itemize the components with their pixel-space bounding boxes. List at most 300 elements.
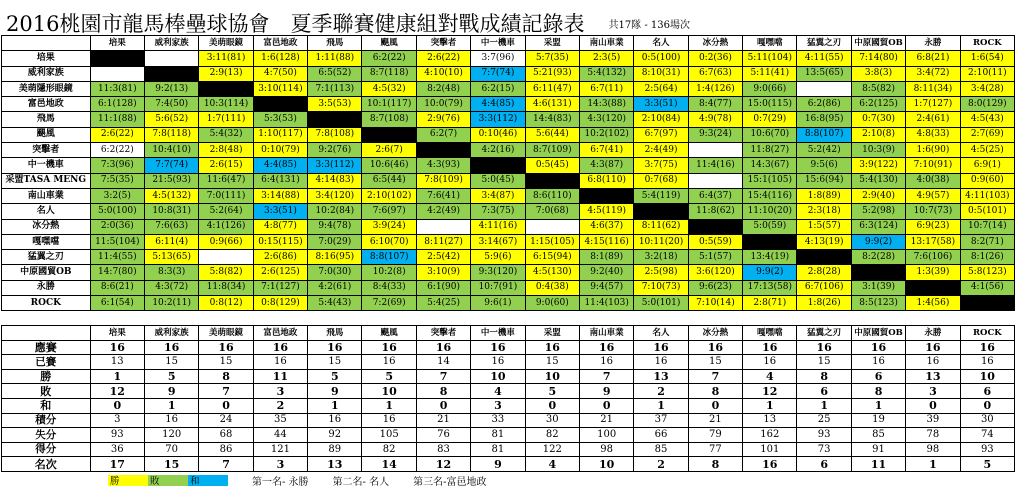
score-cell: 2:6(22): [90, 127, 144, 142]
score-cell: 8:7(109): [525, 143, 579, 158]
stats-cell: 120: [144, 428, 198, 443]
stats-cell: 1: [362, 398, 416, 413]
stats-cell: 12: [743, 384, 797, 399]
stats-cell: 21: [416, 413, 470, 428]
score-cell: 3:9(122): [851, 158, 905, 173]
stats-cell: 16: [634, 340, 688, 355]
stats-cell: 162: [743, 428, 797, 443]
legend-draw: 和: [188, 475, 228, 486]
score-cell: 10:0(79): [416, 97, 470, 112]
score-cell: 14:3(67): [743, 158, 797, 173]
score-cell: 0:4(38): [525, 280, 579, 295]
stats-cell: 6: [960, 384, 1014, 399]
score-cell: [416, 143, 470, 158]
score-cell: 1:15(105): [525, 234, 579, 249]
score-cell: 2:3(18): [797, 204, 851, 219]
score-cell: 0:9(66): [199, 234, 253, 249]
score-cell: 5:11(41): [743, 66, 797, 81]
score-cell: 5:4(130): [851, 173, 905, 188]
score-cell: 7:1(127): [253, 280, 307, 295]
matrix-row: [2, 204, 1015, 219]
row-label: 美萌隱形眼鏡: [2, 81, 91, 96]
score-cell: 4:4(85): [471, 97, 525, 112]
stats-cell: 8: [416, 384, 470, 399]
column-header: 飛馬: [308, 36, 362, 51]
score-cell: 11:5(104): [90, 234, 144, 249]
score-cell: 3:5(53): [308, 97, 362, 112]
column-header: 培果: [90, 36, 144, 51]
score-cell: 3:2(5): [90, 188, 144, 203]
stats-cell: 3: [906, 384, 960, 399]
score-cell: 8:0(129): [960, 97, 1014, 112]
score-cell: [797, 81, 851, 96]
legend: [108, 473, 487, 487]
row-label: ROCK: [2, 296, 91, 311]
stats-cell: 0: [960, 398, 1014, 413]
score-cell: 10:8(31): [144, 204, 198, 219]
score-cell: 3:3(112): [308, 158, 362, 173]
column-header: 突擊者: [416, 326, 470, 341]
column-header: 中原國貿OB: [851, 36, 905, 51]
column-header: 南山車業: [579, 326, 633, 341]
stats-cell: 85: [851, 428, 905, 443]
score-cell: 2:10(8): [851, 127, 905, 142]
score-cell: [906, 280, 960, 295]
score-cell: 5:3(53): [253, 112, 307, 127]
stats-cell: 5: [525, 384, 579, 399]
score-cell: 0:7(30): [851, 112, 905, 127]
stats-cell: 8: [797, 369, 851, 384]
score-cell: [743, 234, 797, 249]
stats-cell: 15: [308, 355, 362, 370]
score-cell: 9:2(13): [144, 81, 198, 96]
score-cell: 9:6(23): [688, 280, 742, 295]
stats-cell: 37: [634, 413, 688, 428]
column-header: 猛翼之刃: [797, 36, 851, 51]
stats-cell: 2: [634, 384, 688, 399]
stats-cell: 11: [851, 457, 905, 472]
score-cell: 9:3(120): [471, 265, 525, 280]
score-cell: 4:5(25): [960, 143, 1014, 158]
score-cell: 1:4(126): [688, 81, 742, 96]
stats-cell: 9: [579, 384, 633, 399]
score-cell: 4:8(33): [906, 127, 960, 142]
stats-cell: 15: [797, 355, 851, 370]
row-label: 威利家族: [2, 66, 91, 81]
score-cell: 3:8(3): [851, 66, 905, 81]
score-cell: 4:13(19): [797, 234, 851, 249]
ranking-first: 第一名- 永勝: [252, 476, 309, 488]
score-cell: 15:4(116): [743, 188, 797, 203]
score-cell: 5:8(123): [960, 265, 1014, 280]
stats-cell: 16: [743, 355, 797, 370]
column-header: 中一機車: [471, 326, 525, 341]
score-cell: 4:0(38): [906, 173, 960, 188]
score-cell: [199, 250, 253, 265]
stats-row: [2, 457, 1015, 472]
score-cell: 6:8(21): [906, 51, 960, 66]
stats-row: [2, 355, 1015, 370]
score-cell: 0:15(115): [253, 234, 307, 249]
score-cell: 6:7(11): [579, 81, 633, 96]
row-label: 冰分熱: [2, 219, 91, 234]
score-cell: 3:4(28): [960, 81, 1014, 96]
stats-cell: 13: [634, 369, 688, 384]
score-cell: 3:2(18): [634, 250, 688, 265]
score-cell: 6:2(125): [851, 97, 905, 112]
matrix-row: [2, 81, 1015, 96]
score-cell: [471, 158, 525, 173]
stats-cell: 73: [797, 442, 851, 457]
score-cell: [362, 127, 416, 142]
page-subtitle: 共17隊 - 136場次: [608, 19, 691, 31]
stats-cell: 15: [525, 355, 579, 370]
stats-cell: 9: [308, 384, 362, 399]
score-cell: 3:10(9): [416, 265, 470, 280]
score-cell: 2:0(36): [90, 219, 144, 234]
column-header: 威利家族: [144, 326, 198, 341]
matrix-row: [2, 97, 1015, 112]
score-cell: 6:3(124): [851, 219, 905, 234]
column-header: 冰分熱: [688, 36, 742, 51]
score-cell: 4:3(87): [579, 158, 633, 173]
row-label: 中原國貿OB: [2, 265, 91, 280]
column-header: 永勝: [906, 36, 960, 51]
row-label: 培果: [2, 51, 91, 66]
stats-cell: 1: [797, 398, 851, 413]
score-cell: 0:5(100): [634, 51, 688, 66]
score-cell: 7:5(35): [90, 173, 144, 188]
score-cell: 13:4(19): [743, 250, 797, 265]
score-cell: 10:2(84): [308, 204, 362, 219]
score-cell: 5:4(32): [199, 127, 253, 142]
score-cell: 16:8(95): [797, 112, 851, 127]
score-cell: 3:14(88): [253, 188, 307, 203]
score-cell: 2:10(11): [960, 66, 1014, 81]
row-label: 名人: [2, 204, 91, 219]
score-cell: 6:4(37): [688, 188, 742, 203]
stats-cell: 0: [90, 398, 144, 413]
stats-label: 名次: [2, 457, 91, 472]
score-cell: 6:1(90): [416, 280, 470, 295]
score-cell: 6:11(47): [525, 81, 579, 96]
score-cell: 7:8(109): [416, 173, 470, 188]
score-cell: 4:10(10): [416, 66, 470, 81]
stats-cell: 16: [253, 340, 307, 355]
column-header: 嘎嘿噹: [743, 326, 797, 341]
score-cell: 11:4(103): [579, 296, 633, 311]
score-cell: 2:6(125): [253, 265, 307, 280]
score-cell: 3:4(72): [906, 66, 960, 81]
column-header: 中原國貿OB: [851, 326, 905, 341]
stats-cell: 70: [144, 442, 198, 457]
matrix-row: [2, 158, 1015, 173]
stats-row: [2, 413, 1015, 428]
score-cell: 9:2(76): [308, 143, 362, 158]
stats-cell: 13: [90, 355, 144, 370]
score-cell: 5:0(59): [743, 219, 797, 234]
stats-cell: 0: [688, 398, 742, 413]
header-row: [2, 326, 1015, 341]
score-cell: 3:4(87): [471, 188, 525, 203]
stats-cell: 11: [253, 369, 307, 384]
row-label: 永勝: [2, 280, 91, 295]
title-bar: [0, 8, 690, 38]
score-cell: [90, 66, 144, 81]
matrix-row: [2, 173, 1015, 188]
score-cell: 2:6(86): [253, 250, 307, 265]
score-cell: 6:2(86): [797, 97, 851, 112]
stats-row: [2, 428, 1015, 443]
score-cell: 0:7(29): [743, 112, 797, 127]
score-cell: 7:6(41): [416, 188, 470, 203]
score-cell: 5:11(104): [743, 51, 797, 66]
score-cell: 4:3(93): [416, 158, 470, 173]
score-cell: 8:10(31): [634, 66, 688, 81]
stats-cell: 82: [525, 428, 579, 443]
score-cell: 1:7(127): [906, 97, 960, 112]
stats-cell: 24: [199, 413, 253, 428]
score-cell: 8:4(77): [688, 97, 742, 112]
matrix-row: [2, 234, 1015, 249]
score-cell: 5:0(45): [471, 173, 525, 188]
row-label: 嘎嘿噹: [2, 234, 91, 249]
score-cell: 7:0(68): [525, 204, 579, 219]
column-header: 永勝: [906, 326, 960, 341]
stats-cell: 0: [906, 398, 960, 413]
stats-cell: 8: [851, 384, 905, 399]
stats-cell: 16: [634, 355, 688, 370]
score-cell: 2:6(15): [199, 158, 253, 173]
score-cell: [199, 81, 253, 96]
stats-cell: 16: [308, 340, 362, 355]
column-header: 威利家族: [144, 36, 198, 51]
stats-cell: 10: [471, 369, 525, 384]
stats-cell: 16: [471, 340, 525, 355]
column-header: 培果: [90, 326, 144, 341]
score-cell: 4:2(61): [308, 280, 362, 295]
score-cell: 4:9(57): [906, 188, 960, 203]
stats-cell: 0: [416, 398, 470, 413]
stats-cell: 39: [906, 413, 960, 428]
column-header: 嘎嘿噹: [743, 36, 797, 51]
score-cell: 8:5(123): [851, 296, 905, 311]
column-header: 美萌眼鏡: [199, 36, 253, 51]
stats-cell: 122: [525, 442, 579, 457]
score-cell: 8:5(82): [851, 81, 905, 96]
matrix-row: [2, 265, 1015, 280]
score-cell: 0:8(129): [253, 296, 307, 311]
score-cell: 7:7(74): [471, 66, 525, 81]
score-cell: 4:11(103): [960, 188, 1014, 203]
stats-cell: 14: [362, 457, 416, 472]
stats-cell: 98: [906, 442, 960, 457]
score-cell: 2:10(84): [634, 112, 688, 127]
matrix-row: [2, 280, 1015, 295]
stats-cell: 3: [253, 457, 307, 472]
score-cell: 3:3(51): [253, 204, 307, 219]
stats-cell: 1: [634, 398, 688, 413]
matrix-row: [2, 127, 1015, 142]
score-cell: 5:0(100): [90, 204, 144, 219]
stats-cell: 98: [579, 442, 633, 457]
score-cell: 0:8(12): [199, 296, 253, 311]
score-cell: 10:7(91): [471, 280, 525, 295]
matrix-row: [2, 66, 1015, 81]
stats-cell: 81: [471, 428, 525, 443]
stats-cell: 8: [688, 384, 742, 399]
stats-cell: 15: [199, 355, 253, 370]
stats-cell: 77: [688, 442, 742, 457]
score-cell: 7:0(111): [199, 188, 253, 203]
score-cell: 1:7(111): [199, 112, 253, 127]
score-cell: 9:0(66): [743, 81, 797, 96]
stats-cell: 1: [906, 457, 960, 472]
score-cell: 5:4(119): [634, 188, 688, 203]
score-cell: 2:9(40): [851, 188, 905, 203]
stats-label: 已賽: [2, 355, 91, 370]
stats-cell: 66: [634, 428, 688, 443]
score-cell: 2:6(22): [416, 51, 470, 66]
column-header: 颶風: [362, 36, 416, 51]
score-cell: 5:4(43): [308, 296, 362, 311]
score-cell: [308, 112, 362, 127]
stats-cell: 86: [199, 442, 253, 457]
stats-cell: 12: [416, 457, 470, 472]
column-header: 突擊者: [416, 36, 470, 51]
score-cell: 7:4(50): [144, 97, 198, 112]
stats-row: [2, 384, 1015, 399]
score-cell: 8:11(27): [416, 234, 470, 249]
score-cell: [525, 219, 579, 234]
score-cell: 0:10(46): [471, 127, 525, 142]
score-cell: 8:7(108): [362, 112, 416, 127]
stats-cell: 4: [743, 369, 797, 384]
stats-cell: 16: [199, 340, 253, 355]
score-cell: 3:11(81): [199, 51, 253, 66]
column-header: 中一機車: [471, 36, 525, 51]
row-label: 富邑地政: [2, 97, 91, 112]
score-cell: 2:8(71): [743, 296, 797, 311]
score-cell: 2:4(49): [634, 143, 688, 158]
stats-label: 失分: [2, 428, 91, 443]
score-cell: [579, 188, 633, 203]
stats-cell: 30: [960, 413, 1014, 428]
stats-cell: 14: [416, 355, 470, 370]
score-cell: 6:11(4): [144, 234, 198, 249]
matrix-row: [2, 51, 1015, 66]
score-cell: [960, 296, 1014, 311]
score-cell: 11:6(47): [199, 173, 253, 188]
stats-cell: 16: [688, 340, 742, 355]
score-cell: 5:21(93): [525, 66, 579, 81]
stats-cell: 1: [144, 398, 198, 413]
score-cell: 11:10(20): [743, 204, 797, 219]
stats-cell: 7: [416, 369, 470, 384]
stats-cell: 93: [960, 442, 1014, 457]
score-cell: 4:5(119): [579, 204, 633, 219]
score-cell: 11:1(88): [90, 112, 144, 127]
stats-cell: 16: [579, 340, 633, 355]
score-cell: 7:6(97): [362, 204, 416, 219]
stats-cell: 83: [416, 442, 470, 457]
stats-cell: 3: [253, 384, 307, 399]
score-cell: [253, 97, 307, 112]
score-cell: 9:9(2): [851, 234, 905, 249]
matrix-row: [2, 250, 1015, 265]
score-cell: 6:2(15): [471, 81, 525, 96]
score-cell: 9:4(57): [579, 280, 633, 295]
stats-cell: 1: [308, 398, 362, 413]
column-header: 名人: [634, 326, 688, 341]
stats-cell: 30: [525, 413, 579, 428]
stats-cell: 15: [144, 355, 198, 370]
stats-cell: 16: [743, 457, 797, 472]
score-cell: 8:8(107): [362, 250, 416, 265]
score-cell: 10:3(114): [199, 97, 253, 112]
stats-cell: 13: [906, 369, 960, 384]
score-cell: 7:3(75): [471, 204, 525, 219]
score-cell: 6:9(23): [906, 219, 960, 234]
stats-cell: 1: [90, 369, 144, 384]
stats-cell: 5: [144, 369, 198, 384]
score-cell: 14:3(88): [579, 97, 633, 112]
score-cell: 5:2(42): [797, 143, 851, 158]
score-cell: 5:13(65): [144, 250, 198, 265]
score-cell: [144, 66, 198, 81]
score-cell: 4:15(116): [579, 234, 633, 249]
score-cell: 5:9(6): [471, 250, 525, 265]
score-cell: 2:5(42): [416, 250, 470, 265]
score-cell: 10:2(8): [362, 265, 416, 280]
score-cell: 7:7(74): [144, 158, 198, 173]
score-cell: 1:6(90): [906, 143, 960, 158]
score-cell: 3:3(112): [471, 112, 525, 127]
score-cell: 10:11(20): [634, 234, 688, 249]
score-cell: 4:7(50): [253, 66, 307, 81]
row-label: 颶風: [2, 127, 91, 142]
stats-cell: 6: [797, 457, 851, 472]
score-cell: [797, 250, 851, 265]
stats-cell: 9: [471, 457, 525, 472]
score-cell: 7:3(96): [90, 158, 144, 173]
score-cell: 3:14(67): [471, 234, 525, 249]
header-row: [2, 36, 1015, 51]
stats-cell: 16: [851, 355, 905, 370]
stats-cell: 12: [90, 384, 144, 399]
score-cell: 11:4(16): [688, 158, 742, 173]
score-cell: 1:8(26): [797, 296, 851, 311]
page-title: 2016桃園市龍馬棒壘球協會 夏季聯賽健康組對戰成績記錄表: [6, 12, 585, 36]
stats-cell: 3: [90, 413, 144, 428]
score-cell: 5:7(35): [525, 51, 579, 66]
score-cell: 4:4(85): [253, 158, 307, 173]
score-cell: 4:9(78): [688, 112, 742, 127]
score-cell: 6:2(7): [416, 127, 470, 142]
row-label: 南山車業: [2, 188, 91, 203]
score-cell: 11:8(27): [743, 143, 797, 158]
score-cell: 10:7(73): [906, 204, 960, 219]
score-cell: 9:2(40): [579, 265, 633, 280]
stats-cell: 35: [253, 413, 307, 428]
stats-cell: 19: [851, 413, 905, 428]
score-cell: 4:5(43): [960, 112, 1014, 127]
score-cell: 5:6(52): [144, 112, 198, 127]
column-header: 颶風: [362, 326, 416, 341]
score-cell: 4:2(49): [416, 204, 470, 219]
score-cell: 3:7(96): [471, 51, 525, 66]
results-matrix: [1, 35, 1015, 311]
